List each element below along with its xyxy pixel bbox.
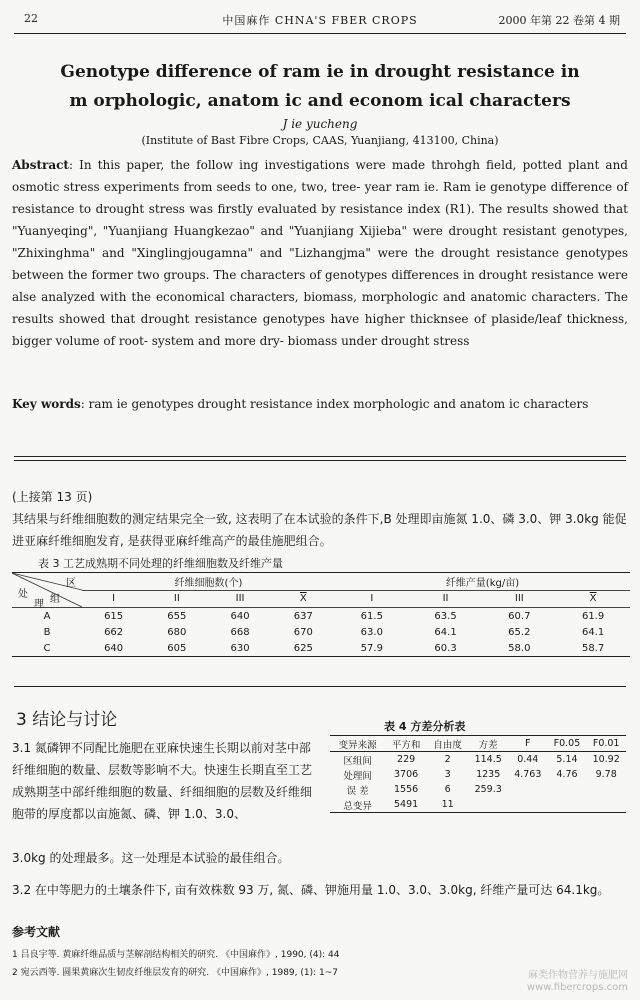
cell: 668 (230, 626, 250, 638)
cell: 2 (444, 754, 451, 765)
col-header: III (235, 593, 245, 605)
issue-info: 2000 年第 22 卷第 4 期 (498, 14, 620, 27)
keywords-text: : ram ie genotypes drought resistance index morphologic and anatom ic characters (80, 397, 589, 411)
paragraph-3-2: 3.2 在中等肥力的土壤条件下, 亩有效株数 93 万, 氮、磷、钾施用量 1.0、3.0、3.0kg, 纤维产量可达 64.1kg。 (12, 883, 610, 897)
header-rule (14, 33, 626, 34)
cell: 60.3 (409, 640, 483, 657)
article-title (20, 58, 620, 116)
col-header: $\overline{X}$ (589, 593, 597, 605)
cell: 637 (293, 610, 313, 622)
cell: 误 差 (346, 785, 369, 797)
cell: 259.3 (474, 784, 502, 795)
cell: 0.44 (517, 754, 539, 765)
cell: 63.5 (434, 610, 457, 622)
cell (468, 797, 508, 813)
cell: 615 (104, 610, 124, 622)
cell (508, 797, 548, 813)
table-row (330, 797, 626, 813)
cell: 处理间 (343, 770, 372, 782)
corner-top: 区 (66, 578, 76, 589)
cell (586, 782, 626, 797)
section-divider-1 (14, 456, 626, 457)
cell: 61.9 (581, 610, 605, 622)
cell: 64.1 (434, 626, 457, 638)
table-row (12, 608, 630, 625)
cell: 625 (272, 640, 335, 657)
table4-header (330, 736, 626, 752)
corner-left: 处 (18, 589, 28, 600)
row-label: A (43, 610, 51, 622)
cell: 9.78 (595, 769, 617, 780)
title-line-2: m orphologic, anatom ic and econom ical characters (69, 91, 571, 111)
table-row (330, 767, 626, 782)
journal-name: 中国麻作 CHNA'S FBER CROPS (222, 14, 418, 27)
cell: 10.92 (592, 754, 620, 765)
cell: 114.5 (474, 754, 502, 765)
continuation-note: (上接第 13 页) (12, 490, 93, 504)
continuation-text: 其结果与纤维细胞数的测定结果完全一致, 这表明了在本试验的条件下,B 处理即亩施氮 1.0、磷 3.0、钾 3.0kg 能促进亚麻纤维细胞发育, 是获得亚麻纤维高产的最佳施肥组合。 (12, 512, 627, 548)
col-header: F0.01 (586, 736, 626, 752)
reference-item: 1 吕良宇等. 黄麻纤维品质与茎解剖结构相关的研究. 《中国麻作》, 1990, (4): 44 (12, 950, 340, 960)
cell: 58.0 (482, 640, 556, 657)
cell: 3706 (394, 769, 419, 780)
col-header: 自由度 (427, 736, 469, 752)
col-header: III (514, 593, 524, 605)
table3-caption: 表 3 工艺成熟期不同处理的纤维细胞数及纤维产量 (38, 557, 283, 570)
author: J ie yucheng (282, 117, 358, 131)
table-row (330, 782, 626, 797)
cell: 11 (427, 797, 469, 813)
cell: 680 (167, 626, 187, 638)
cell: 1235 (476, 769, 501, 780)
table3-group-yield: 纤维产量(kg/亩) (335, 573, 630, 591)
cell: 5.14 (556, 754, 578, 765)
cell: 6 (444, 784, 451, 795)
cell: 61.5 (360, 610, 383, 622)
col-header: I (112, 593, 116, 605)
abstract (12, 154, 628, 352)
row-label: C (12, 640, 82, 657)
col-header: II (173, 593, 180, 605)
abstract-label: Abstract (12, 158, 69, 172)
section-divider-2 (14, 460, 626, 461)
col-header: 变异来源 (330, 736, 385, 752)
cell: 63.0 (360, 626, 383, 638)
watermark-line-1: 麻类作物营养与施肥网 (528, 970, 628, 981)
abstract-text: : In this paper, the follow ing investigations were made throhgh field, potted plant and osmotic stress experiments from seeds to one, two, tree- year ram ie. Ram ie genotype difference of resistance to drought stress was firstly evaluated by resistance index (R1). The results showed that "Yuanyeqing", "Yuanjiang Huangkezao" and "Yuanjiang Xijieba" were drought resistant genotypes, "Zhixinghma" and "Xinglingjougamna" and "Lizhangjma" were the drought resistance genotypes between the former two groups. The characters of genotypes differences in drought resistance were alse analyzed with the economical characters, biomass, morphologic and anatomic characters. The results showed that drought resistance genotypes have higher thicknsee of plaside/leaf thickness, bigger volume of root- system and more dry- biomass under drought stress (12, 158, 628, 348)
references-heading: 参考文献 (12, 925, 61, 939)
continuation-block (12, 486, 628, 552)
cell: 57.9 (335, 640, 409, 657)
col-header: $\overline{X}$ (299, 593, 307, 605)
cell (508, 782, 548, 797)
col-header: I (370, 593, 374, 605)
running-header (16, 12, 624, 30)
cell: 64.1 (581, 626, 605, 638)
table3-colheaders (12, 590, 630, 608)
cell: 630 (208, 640, 271, 657)
cell: 60.7 (508, 610, 531, 622)
keywords-label: Key words (12, 397, 81, 411)
cell (548, 797, 587, 813)
table4-caption: 表 4 方差分析表 (384, 720, 466, 733)
affiliation: (Institute of Bast Fibre Crops, CAAS, Yuanjiang, 413100, China) (141, 134, 499, 147)
section-heading: 3 结论与讨论 (16, 710, 118, 730)
title-line-1: Genotype difference of ram ie in drought resistance in (60, 62, 580, 82)
cell: 总变异 (330, 797, 385, 813)
col-header: 方差 (468, 736, 508, 752)
cell: 65.2 (508, 626, 531, 638)
cell: 4.76 (556, 769, 578, 780)
cell: 640 (230, 610, 250, 622)
table4 (330, 735, 626, 813)
keywords (12, 393, 628, 415)
cell: 662 (104, 626, 124, 638)
cell: 640 (82, 640, 145, 657)
table3-corner (12, 573, 82, 608)
corner-bottom: 理 (34, 599, 44, 610)
cell: 58.7 (556, 640, 630, 657)
col-header: F (508, 736, 548, 752)
section-divider-3 (14, 686, 626, 687)
cell: 3 (444, 769, 451, 780)
cell (548, 782, 587, 797)
page-number: 22 (24, 12, 38, 25)
watermark (527, 970, 628, 994)
table-row (12, 624, 630, 640)
cell: 670 (293, 626, 313, 638)
cell: 1556 (394, 784, 419, 795)
col-header: 平方和 (385, 736, 427, 752)
cell: 区组间 (343, 755, 372, 767)
corner-mid: 组 (50, 594, 60, 605)
table3-group-cells: 纤维细胞数(个) (82, 573, 335, 591)
col-header: II (442, 593, 449, 605)
cell: 655 (167, 610, 187, 622)
watermark-line-2: www.fibercrops.com (526, 982, 628, 993)
table-row (12, 640, 630, 657)
row-label: B (43, 626, 51, 638)
reference-item: 2 宛云西等. 圆果黄麻次生韧皮纤维层发育的研究. 《中国麻作》, 1989, (1): 1~7 (12, 968, 339, 978)
cell: 5491 (385, 797, 427, 813)
cell: 605 (145, 640, 208, 657)
table-row (330, 752, 626, 768)
cell (586, 797, 626, 813)
table3 (12, 572, 630, 657)
paragraph-3-1: 3.1 氮磷钾不同配比施肥在亚麻快速生长期以前对茎中部纤维细胞的数量、层数等影响不大。快速生长期直至工艺成熟期茎中部纤维细胞的数量、纤细细胞的层数及纤维细胞带的厚度都以亩施氮、磷、钾 1.0、3.0、 (12, 741, 313, 821)
paragraph-3-1-end: 3.0kg 的处理最多。这一处理是本试验的最佳组合。 (12, 851, 290, 865)
cell: 4.763 (514, 769, 542, 780)
col-header: F0.05 (548, 736, 587, 752)
cell: 229 (397, 754, 416, 765)
